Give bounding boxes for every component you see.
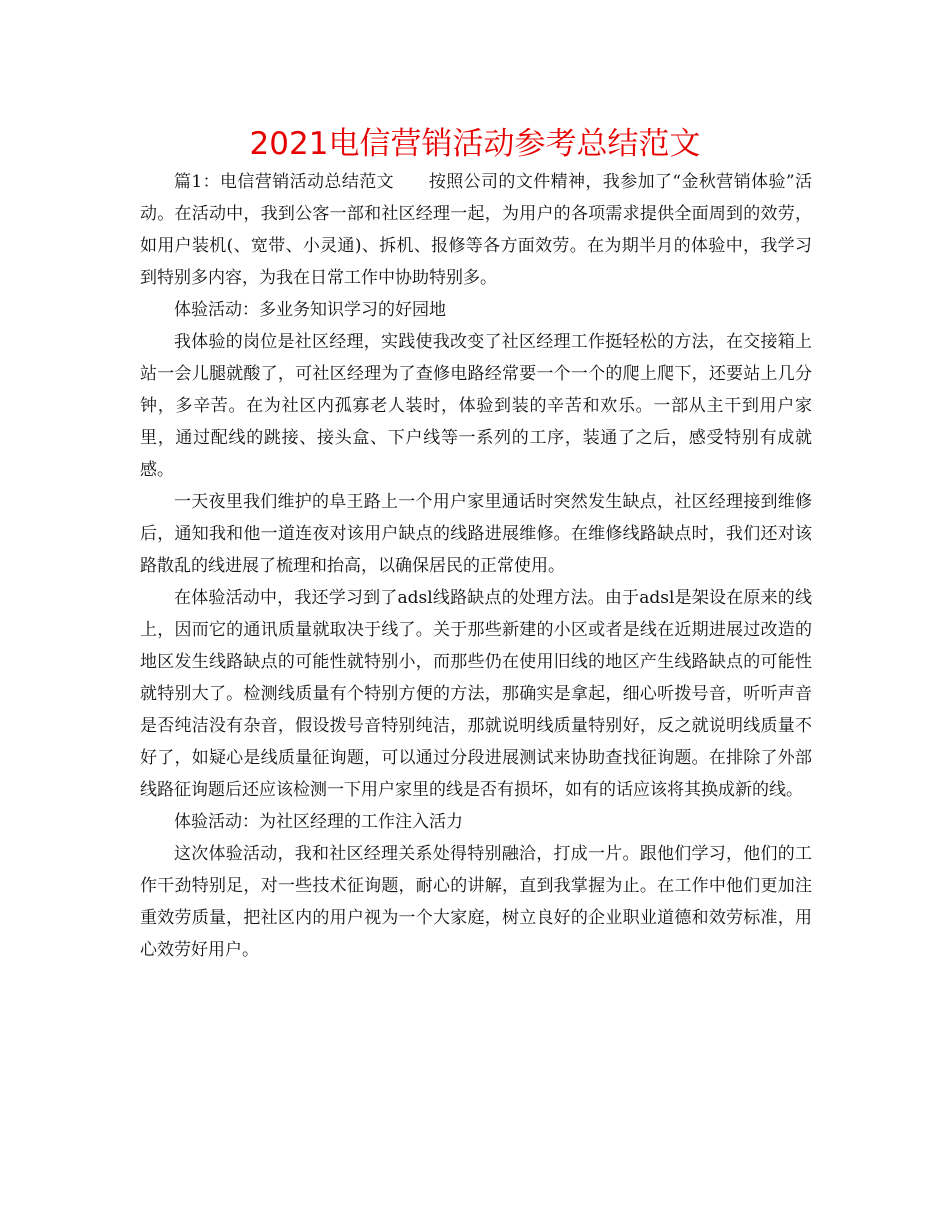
paragraph-conclusion: 这次体验活动，我和社区经理关系处得特别融洽，打成一片。跟他们学习，他们的工作干劲特别足，对一些技术征询题，耐心的讲解，直到我掌握为止。在工作中他们更加注重效劳质量，把社区内的用户视为一个大家庭，树立良好的企业职业道德和效劳标准，用心效劳好用户。	[140, 844, 812, 960]
section-heading-knowledge: 体验活动：多业务知识学习的好园地	[174, 300, 446, 320]
document-body	[140, 166, 812, 966]
paragraph-adsl: 在体验活动中，我还学习到了adsl线路缺点的处理方法。由于adsl是架设在原来的线上，因而它的通讯质量就取决于线了。关于那些新建的小区或者是线在近期进展过改造的地区发生线路缺点的可能性就特别小，而那些仍在使用旧线的地区产生线路缺点的可能性就特别大了。检测线质量有个特别方便的方法，那确实是拿起，细心听拨号音，听听声音是否纯洁没有杂音，假设拨号音特别纯洁，那就说明线质量特别好，反之就说明线质量不好了，如疑心是线质量征询题，可以通过分段进展测试来协助查找征询题。在排除了外部线路征询题后还应该检测一下用户家里的线是否有损坏，如有的话应该将其换成新的线。	[140, 588, 812, 800]
section-heading-vitality: 体验活动：为社区经理的工作注入活力	[174, 812, 463, 832]
paragraph-community-manager: 我体验的岗位是社区经理，实践使我改变了社区经理工作挺轻松的方法，在交接箱上站一会儿腿就酸了，可社区经理为了查修电路经常要一个一个的爬上爬下，还要站上几分钟，多辛苦。在为社区内孤寡老人装时，体验到装的辛苦和欢乐。一部从主干到用户家里，通过配线的跳接、接头盒、下户线等一系列的工序，装通了之后，感受特别有成就感。	[140, 332, 812, 480]
paragraph-night-repair: 一天夜里我们维护的阜王路上一个用户家里通话时突然发生缺点，社区经理接到维修后，通知我和他一道连夜对该用户缺点的线路进展维修。在维修线路缺点时，我们还对该路散乱的线进展了梳理和抬高，以确保居民的正常使用。	[140, 492, 812, 576]
document-title: 2021电信营销活动参考总结范文	[249, 126, 701, 162]
paragraph-intro: 篇1：电信营销活动总结范文 按照公司的文件精神，我参加了“金秋营销体验”活动。在活动中，我到公客一部和社区经理一起，为用户的各项需求提供全面周到的效劳，如用户装机(、宽带、小灵通)、拆机、报修等各方面效劳。在为期半月的体验中，我学习到特别多内容，为我在日常工作中协助特别多。	[140, 172, 812, 288]
